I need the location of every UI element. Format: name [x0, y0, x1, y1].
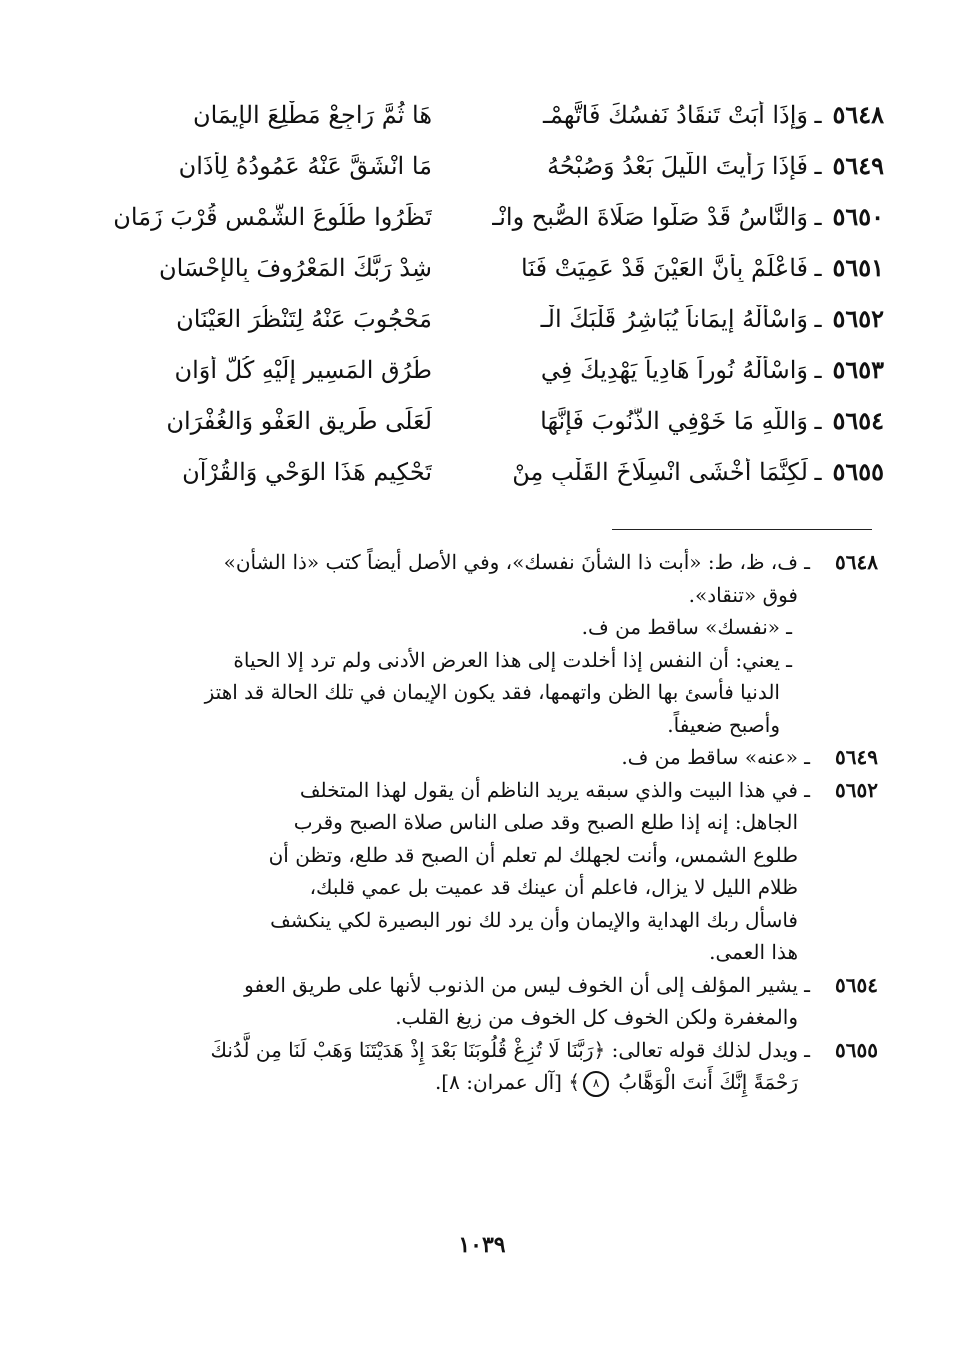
footnote-line: ويدل لذلك قوله تعالى: ﴿رَبَّنَا لَا تُزِغْ قُلُوبَنَا بَعْدَ إِذْ هَدَيْتَنَا وَهَبْ لَنَا مِن لَّدُنكَ [210, 1037, 798, 1062]
footnote-line: الجاهل: إنه إذا طلع الصبح وقد صلى الناس صلاة الصبح وقرب [293, 810, 798, 834]
verse-second-hemistich: طُرُقِ المَسِيرِ إِلَيْهِ كُلَّ أَوَانِ [174, 356, 432, 384]
footnote-number: ٥٦٤٩ [835, 745, 878, 769]
footnote-text [88, 741, 798, 774]
verse-line [80, 457, 884, 508]
footnote-line: يعني: أن النفس إذا أخلدت إلى هذا العرض الأدنى ولم ترد إلا الحياة [233, 647, 780, 672]
verse-dash: ـ [814, 152, 822, 180]
footnote-text [88, 644, 780, 742]
verse-second-hemistich: شِدْ رَبَّكَ المَعْرُوفَ بِالإِحْسَانِ [158, 254, 432, 282]
page-number: ١٠٣٩ [458, 1232, 506, 1258]
verse-first-hemistich: فَاعْلَمْ بِأَنَّ العَيْنَ قَدْ عَمِيَتْ فَنَا [521, 254, 808, 282]
verse-number: ٥٦٥٤ [832, 406, 884, 435]
verse-second-hemistich: هَا ثُمَّ رَاجِعْ مَطْلِعَ الإِيمَانِ [192, 101, 432, 129]
footnote-line: فوق «تنقاد». [688, 582, 798, 607]
footnote-5648-sub-1 [88, 611, 878, 644]
verse-line [80, 304, 884, 355]
verse-second-hemistich: تَظَرُوا طُلُوعَ الشَّمْسِ قُرْبَ زَمَانِ [113, 203, 432, 231]
verse-dash: ـ [814, 203, 822, 231]
footnote-line: في هذا البيت والذي سبقه يريد الناظم أن يقول لهذا المتخلف [299, 777, 798, 802]
footnote-dash: ـ [786, 615, 792, 639]
footnote-number: ٥٦٤٨ [835, 550, 878, 574]
footnote-line: ف، ظ، ط: «أبت ذا الشأنَ نفسك»، وفي الأصل أيضاً كتب «ذا الشأن» [223, 550, 798, 574]
footnote-dash: ـ [804, 745, 810, 769]
footnote-line: وأصبح ضعيفاً. [667, 712, 780, 737]
footnote-5654 [88, 969, 878, 1034]
footnote-line: فاسأل ربك الهداية والإيمان وأن يرد لك نور البصيرة لكي ينكشف [270, 907, 798, 932]
verse-line [80, 253, 884, 304]
verse-number: ٥٦٥٠ [832, 202, 884, 231]
quran-citation: ﴾ [آل عمران: ٨]. [434, 1070, 581, 1094]
footnote-5655 [88, 1034, 878, 1099]
verse-second-hemistich: لَعَلَى طَرِيقِ العَفْوِ وَالغُفْرَانِ [166, 407, 432, 435]
footnote-line: هذا العمى. [709, 940, 798, 964]
footnote-dash: ـ [804, 972, 810, 997]
footnote-text [88, 969, 798, 1034]
verse-line [80, 100, 884, 151]
verse-dash: ـ [814, 407, 822, 435]
footnote-dash: ـ [804, 777, 810, 802]
footnote-text [88, 546, 798, 611]
verse-second-hemistich: تَحْكِيمِ هَذَا الوَحْيِ وَالقُرْآنِ [182, 458, 432, 486]
footnote-line: ظلام الليل لا يزال، فاعلم أن عينك قد عميت بل عمي قلبك، [309, 875, 798, 899]
footnote-line: والمغفرة ولكن الخوف كل الخوف من زيغ القلب. [395, 1005, 798, 1029]
footnote-5648 [88, 546, 878, 611]
verse-second-hemistich: مَحْجُوبَ عَنْهُ لِتَنْظُرَ العَيْنَانِ [176, 305, 432, 333]
verse-dash: ـ [814, 458, 822, 486]
verse-number: ٥٦٥٢ [832, 304, 884, 333]
footnote-line: الدنيا فأسئ بها الظن واتهمها، فقد يكون الإيمان في تلك الحالة قد اهتز [204, 680, 780, 704]
footnote-dash: ـ [804, 1037, 810, 1062]
verse-number: ٥٦٥١ [832, 253, 884, 282]
footnote-dash: ـ [804, 550, 810, 574]
footnote-number: ٥٦٥٤ [835, 972, 878, 997]
verse-dash: ـ [814, 305, 822, 333]
verse-line [80, 406, 884, 457]
footnote-separator [612, 529, 872, 530]
verse-second-hemistich: مَا انْشَقَّ عَنْهُ عَمُودُهُ لِأَذَانِ [178, 152, 432, 180]
footnote-line [88, 1066, 798, 1099]
ayah-number-ornament: ٨ [583, 1071, 609, 1097]
verse-first-hemistich: لَكِنَّمَا أَخْشَى انْسِلَاخَ القَلْبِ مِنْ [512, 458, 808, 486]
footnote-dash: ـ [786, 647, 792, 672]
footnote-5652 [88, 774, 878, 969]
footnote-number: ٥٦٥٢ [835, 777, 878, 802]
verse-number: ٥٦٤٩ [832, 151, 884, 180]
quran-quote-end: رَحْمَةً إِنَّكَ أَنتَ الْوَهَّابُ [618, 1070, 798, 1094]
verse-dash: ـ [814, 356, 822, 384]
footnote-text [88, 774, 798, 969]
verse-first-hemistich: وَاللَّهِ مَا خَوْفِي الذُّنُوبَ فَإِنَّهَا [540, 407, 808, 435]
verse-number: ٥٦٥٥ [832, 457, 884, 486]
footnote-5649 [88, 741, 878, 774]
verse-number: ٥٦٤٨ [832, 100, 884, 129]
verse-line [80, 355, 884, 406]
verse-number: ٥٦٥٣ [832, 355, 884, 384]
verse-first-hemistich: فَإِذَا رَأَيتَ اللَّيلَ بَعْدُ وَصُبْحُهُ [547, 152, 808, 180]
verse-first-hemistich: وَالنَّاسُ قَدْ صَلَّوا صَلَاةَ الصُّبحِ وانْـ [492, 203, 808, 231]
footnote-5648-sub-2 [88, 644, 878, 742]
footnotes [88, 546, 878, 1099]
verse-first-hemistich: وَإِذَا أَبَتْ تَنقَادُ نَفسُكَ فَاتَّهِمْـ [543, 101, 808, 129]
verse-first-hemistich: وَاسْأَلْهُ إِيمَاناً يُبَاشِرُ قَلْبَكَ الْـ [540, 305, 808, 333]
verse-dash: ـ [814, 254, 822, 282]
verse-first-hemistich: وَاسْأَلْهُ نُوراً هَادِياً يَهْدِيكَ فِي [540, 356, 808, 384]
footnote-line: «عنه» ساقط من ف. [621, 745, 798, 769]
footnote-line: «نفسك» ساقط من ف. [581, 615, 780, 639]
footnote-number: ٥٦٥٥ [835, 1037, 878, 1062]
footnote-line: طلوع الشمس، وأنت لجهلك لم تعلم أن الصبح قد طلع، وتظن أن [268, 842, 798, 867]
footnote-line: يشير المؤلف إلى أن الخوف ليس من الذنوب لأنها على طريق العفو [244, 972, 798, 997]
poem-verses [80, 100, 884, 508]
verse-dash: ـ [814, 101, 822, 129]
verse-line [80, 202, 884, 253]
footnote-text [88, 1034, 798, 1099]
footnote-text [88, 611, 780, 644]
verse-line [80, 151, 884, 202]
